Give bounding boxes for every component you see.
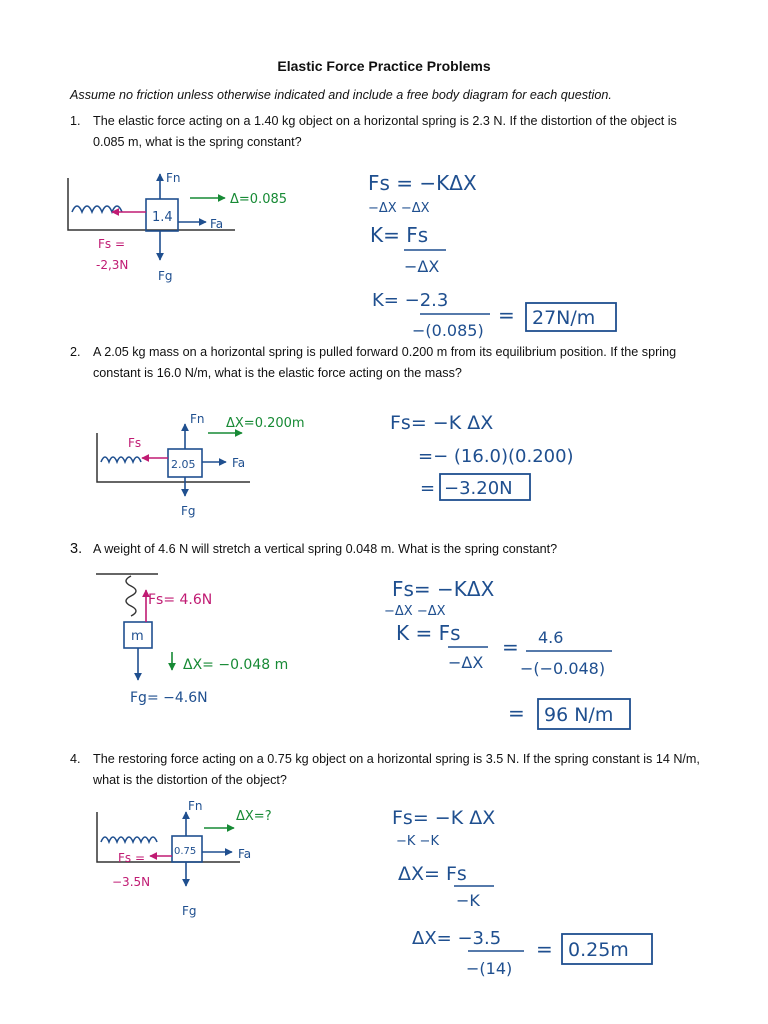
answer: 0.25m (568, 939, 629, 961)
spring-icon (72, 206, 122, 212)
spring-icon (101, 837, 157, 842)
displacement-label: ΔX=0.200m (226, 416, 305, 431)
instructions: Assume no friction unless otherwise indicated and include a free body diagram for each question. (70, 88, 612, 102)
question-number: 2. (70, 345, 81, 359)
question-text: A weight of 4.6 N will stretch a vertical spring 0.048 m. What is the spring constant? (93, 542, 558, 556)
fn-label: Fn (190, 412, 205, 426)
equals-sign: = (508, 701, 525, 725)
equation-divisor: −(14) (466, 959, 513, 978)
fs-label: Fs= 4.6N (148, 592, 213, 608)
equation-line: K= Fs (370, 223, 429, 247)
equation-divisor: −ΔX −ΔX (384, 604, 446, 619)
fn-label: Fn (188, 799, 203, 813)
free-body-diagram-1 (68, 171, 287, 283)
displacement-label: ΔX= −0.048 m (183, 657, 289, 673)
displacement-label: Δ=0.085 (230, 192, 288, 207)
equation-divisor: −(0.085) (412, 321, 484, 340)
mass-label: m (131, 629, 144, 644)
mass-label: 0.75 (174, 846, 197, 857)
answer: −3.20N (444, 478, 513, 499)
fg-label: Fg= −4.6N (130, 690, 208, 706)
answer: 96 N/m (544, 704, 614, 726)
mass-label: 1.4 (152, 210, 173, 225)
fg-label: Fg (182, 904, 197, 918)
equation-line: K= −2.3 (372, 290, 449, 311)
equation-line: Fs = −KΔX (368, 171, 477, 195)
equation-line: Fs= −KΔX (392, 577, 495, 601)
equation-divisor: −ΔX −ΔX (368, 201, 430, 216)
fs-label: Fs = (118, 851, 146, 865)
equation-divisor: −(−0.048) (520, 659, 606, 678)
equals-sign: = (420, 478, 436, 499)
displacement-label: ΔX=? (236, 809, 272, 824)
fa-label: Fa (238, 847, 252, 861)
equation-divisor: −K (456, 891, 480, 910)
equation-divisor: −ΔX (404, 257, 440, 276)
equation-line: Fs= −K ΔX (392, 807, 496, 829)
mass-label: 2.05 (171, 458, 196, 471)
fa-label: Fa (210, 217, 224, 231)
fg-label: Fg (158, 269, 173, 283)
spring-icon (101, 457, 141, 462)
fs-value: -2,3N (96, 258, 129, 272)
page-title: Elastic Force Practice Problems (277, 58, 491, 74)
solution-work-1 (368, 171, 616, 340)
equation-line: ΔX= Fs (398, 863, 467, 885)
fs-label: Fs (128, 436, 142, 450)
equation-line: =− (16.0)(0.200) (418, 446, 574, 467)
question-text: The restoring force acting on a 0.75 kg object on a horizontal spring is 3.5 N. If the spring constant is 14 N/m, what is the distortion of the object? (93, 752, 700, 787)
fs-label: Fs = (98, 237, 126, 251)
solution-work-3 (384, 577, 630, 729)
equals-sign: = (498, 303, 515, 327)
fa-label: Fa (232, 456, 246, 470)
question-text: A 2.05 kg mass on a horizontal spring is pulled forward 0.200 m from its equilibrium position. If the spring constant is 16.0 N/m, what is the elastic force acting on the mass? (93, 345, 677, 380)
fs-value: −3.5N (112, 875, 151, 889)
fn-label: Fn (166, 171, 181, 185)
equation-divisor: −ΔX (448, 653, 484, 672)
numerator: 4.6 (538, 628, 564, 647)
question-number: 4. (70, 752, 81, 766)
question-number: 1. (70, 114, 81, 128)
equation-line: Fs= −K ΔX (390, 412, 494, 434)
equation-line: K = Fs (396, 621, 461, 645)
question-number: 3. (70, 541, 83, 557)
solution-work-2 (390, 412, 574, 500)
free-body-diagram-3 (96, 574, 288, 706)
free-body-diagram-4 (97, 799, 272, 918)
question-text: The elastic force acting on a 1.40 kg object on a horizontal spring is 2.3 N. If the distortion of the object is 0.085 m, what is the spring constant? (93, 114, 677, 149)
free-body-diagram-2 (97, 412, 305, 518)
equation-line: ΔX= −3.5 (412, 928, 502, 949)
answer: 27N/m (532, 307, 596, 329)
equals-sign: = (502, 635, 519, 659)
equation-divisor: −K −K (396, 834, 439, 849)
equals-sign: = (536, 937, 553, 961)
fg-label: Fg (181, 504, 196, 518)
solution-work-4 (392, 807, 652, 978)
spring-icon (126, 576, 136, 616)
